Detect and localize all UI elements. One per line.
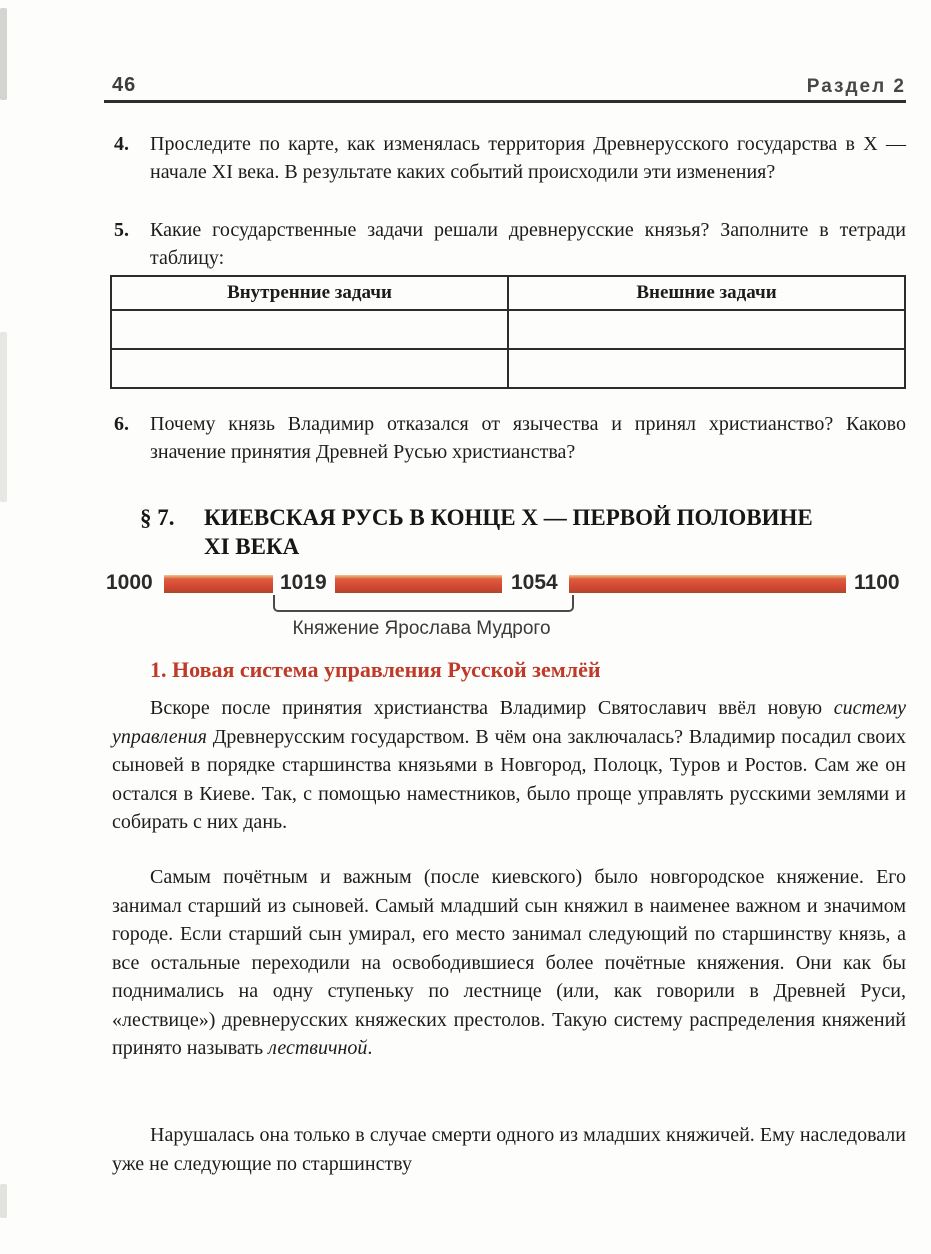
paragraph-title [204,503,906,561]
timeline [104,570,906,642]
question-4 [112,130,906,186]
paragraph-mark: § 7. [140,505,175,530]
scan-edge-artifact [0,8,7,100]
timeline-bracket-label: Княжение Ярослава Мудрого [292,618,551,639]
timeline-year-1054: 1054 [511,571,558,594]
question-4-text: Проследите по карте, как изменялась территория Древнерусского государства в X — начале XI века. В результате каких событий происходили эти изменения? [150,133,906,183]
table-cell-empty [508,349,905,388]
table-row [111,310,905,349]
body-paragraph-2 [112,863,906,1063]
question-5-text: Какие государственные задачи решали древнерусские князья? Заполните в тетради таблицу: [150,219,906,269]
paragraph-7-heading [140,503,906,561]
body-paragraph-3 [112,1121,906,1178]
table-cell-empty [111,310,508,349]
body-paragraph-1 [112,694,906,837]
paragraph-title-line2: XI ВЕКА [204,534,300,559]
header-rule [104,100,906,103]
table-header-row [111,276,905,310]
paragraph-3-text: Нарушалась она только в случае смерти одного из младших княжичей. Ему наследовали уже не следующие по старшинству [112,1124,906,1175]
timeline-bracket [273,595,574,612]
timeline-year-1000: 1000 [106,571,153,594]
paragraph-2-italic-term: лествичной [268,1037,368,1059]
table-header-external-tasks: Внешние задачи [508,276,905,310]
question-6 [112,410,906,466]
paragraph-1-text: Вскоре после принятия христианства Владимир Святославич ввёл новую [150,697,834,719]
timeline-bar-segment [164,575,273,593]
scan-edge-artifact [0,1184,7,1218]
table-header-internal-tasks: Внутренние задачи [111,276,508,310]
timeline-year-1100: 1100 [854,571,900,594]
question-5-number: 5. [114,219,129,241]
question-6-number: 6. [114,413,129,435]
table-cell-empty [111,349,508,388]
timeline-bar-segment [335,575,502,593]
subheading-new-system: 1. Новая система управления Русской землёй [150,657,601,682]
paragraph-2-text: Самым почётным и важным (после киевского) было новгородское княжение. Его занимал старший из сыновей. Самый младший сын княжил в наименее важном и значимом городе. Если старший сын умирал, его место занимал следующий по старшинству князь, а все остальные переходили на освободившиеся более почётные княжения. Они как бы поднимались на одну ступеньку по лестнице (или, как говорили в Древней Руси, «лествице») древнерусских княжеских престолов. Такую систему распределения княжений принято называть [112,866,906,1059]
paragraph-title-line1: КИЕВСКАЯ РУСЬ В КОНЦЕ X — ПЕРВОЙ ПОЛОВИНЕ [204,505,813,530]
paragraph-1-italic-term: систему управления [112,697,906,748]
question-6-text: Почему князь Владимир отказался от язычества и принял христианство? Каково значение принятия Древней Русью христианства? [150,413,906,463]
timeline-bar-segment [569,575,846,593]
table-cell-empty [508,310,905,349]
question-5 [112,216,906,272]
scan-edge-artifact [0,332,7,502]
question-4-number: 4. [114,133,129,155]
table-row [111,349,905,388]
section-label: Раздел 2 [806,76,906,97]
tasks-table [110,275,906,389]
page-number: 46 [112,74,137,96]
paragraph-1-text-after: Древнерусским государством. В чём она заключалась? Владимир посадил своих сыновей в порядке старшинства князьями в Новгород, Полоцк, Туров и Ростов. Сам же он остался в Киеве. Так, с помощью наместников, было проще управлять русскими землями и собирать с них дань. [112,725,906,833]
paragraph-2-text-after: . [367,1037,373,1059]
timeline-year-1019: 1019 [280,571,327,594]
